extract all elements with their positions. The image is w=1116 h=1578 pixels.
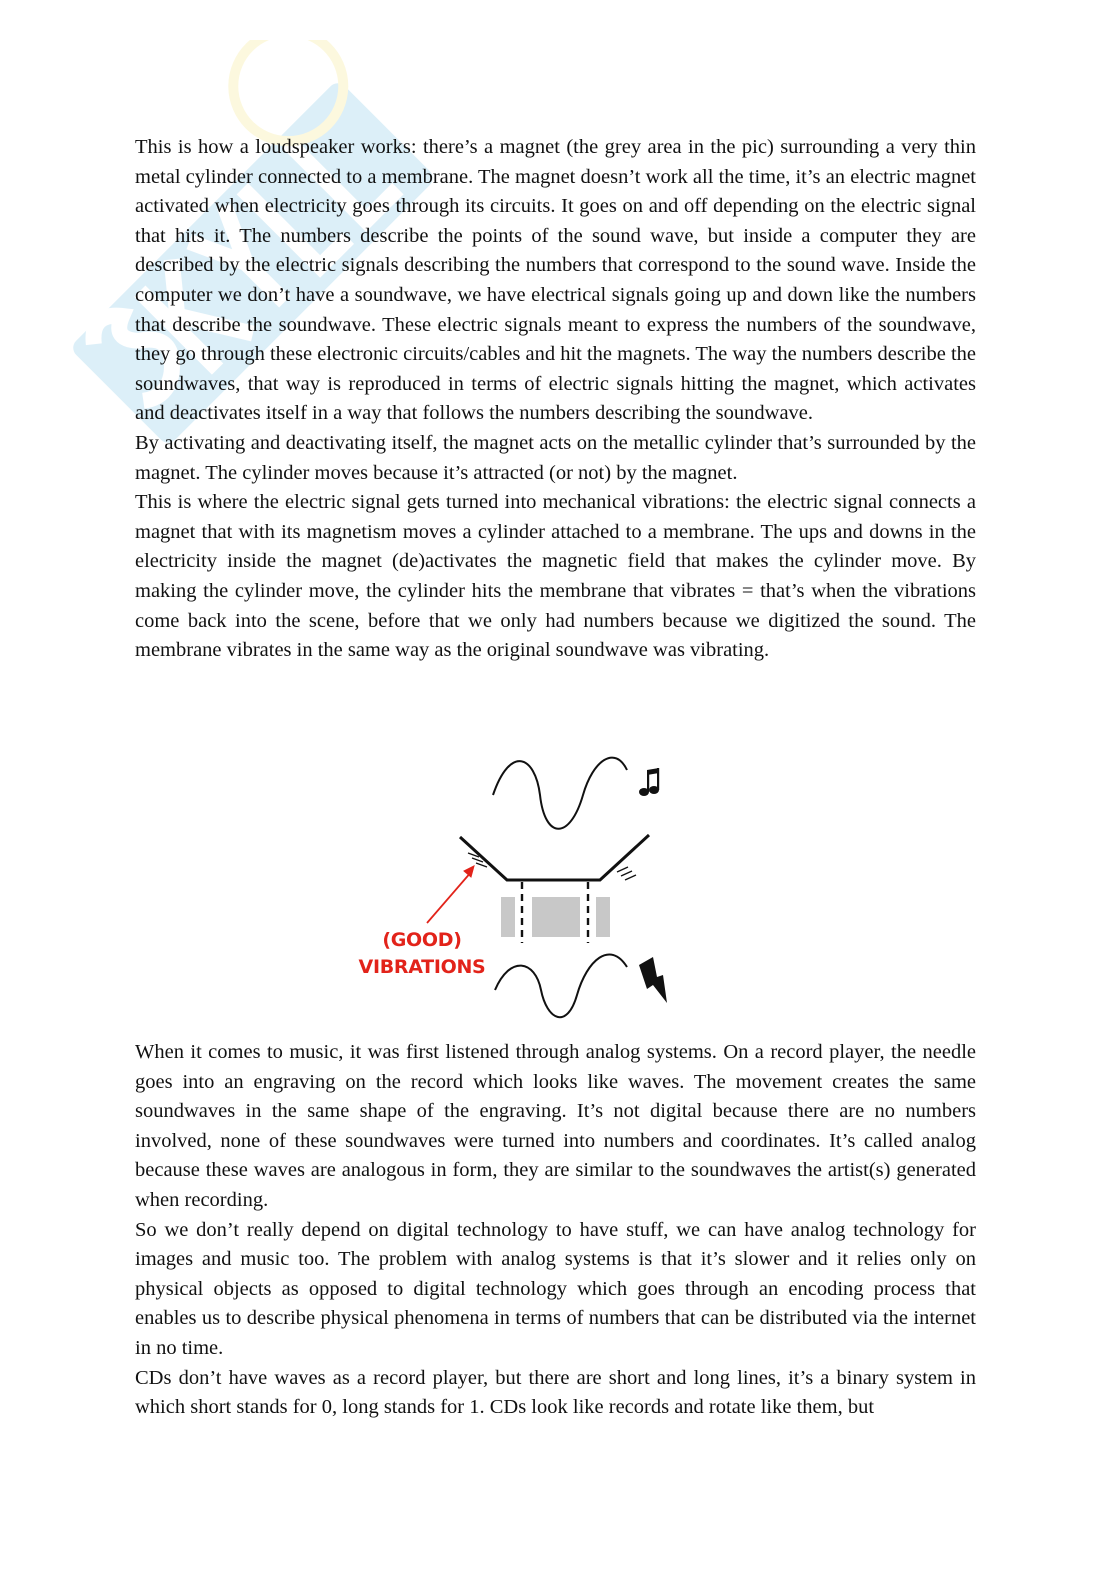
paragraph-cds: CDs don’t have waves as a record player, but there are short and long lines, it’s a binary system in which short stands for 0, long stands for 1. CDs look like records and rotate like them, but — [135, 1366, 976, 1419]
loudspeaker-diagram — [355, 745, 685, 1030]
speaker-cone — [460, 835, 649, 880]
paragraph-analog-music: When it comes to music, it was first listened through analog systems. On a record player, the needle goes into an engraving on the record which looks like waves. The movement creates the same soundwaves in the same shape of the engraving. It’s not digital because there are no numbers involved, none of these soundwaves were turned into numbers and coordinates. It’s called analog because these waves are analogous in form, they are similar to the soundwaves the artist(s) generated when recording. — [135, 1041, 976, 1211]
paragraph-magnet-cylinder: By activating and deactivating itself, the magnet acts on the metallic cylinder that’s surrounded by the magnet. The cylinder moves because it’s attracted (or not) by the magnet. — [135, 431, 976, 484]
paragraph-loudspeaker: This is how a loudspeaker works: there’s a magnet (the grey area in the pic) surrounding a very thin metal cylinder connected to a membrane. The magnet doesn’t work all the time, it’s an electric magnet activated when electricity goes through its circuits. It goes on and off depending on the electric signal that hits it. The numbers describe the points of the sound wave, but inside a computer they are described by the electric signals describing the numbers that correspond to the sound wave. Inside the computer we don’t have a soundwave, we have electrical signals going up and down like the numbers that describe the soundwave. These electric signals meant to express the numbers of the soundwave, they go through these electronic circuits/cables and hit the magnets. The way the numbers describe the soundwaves, that way is reproduced in terms of electric signals hitting the magnet, which activates and deactivates itself in a way that follows the numbers describing the soundwave. — [135, 136, 976, 425]
paragraph-mechanical-vibrations: This is where the electric signal gets turned into mechanical vibrations: the electric signal connects a magnet that with its magnetism moves a cylinder attached to a membrane. The ups and downs in the electricity inside the magnet (de)activates the magnetic field that makes the cylinder move. By making the cylinder move, the cylinder hits the membrane that vibrates = that’s when the vibrations come back into the scene, before that we only had numbers because we digitized the sound. The membrane vibrates in the same way as the original soundwave was vibrating. — [135, 491, 976, 662]
figure-label-good: (GOOD) — [382, 929, 462, 951]
soundwave-bottom — [495, 954, 627, 1017]
lightning-bolt-icon — [639, 957, 667, 1003]
music-note-icon — [639, 768, 659, 796]
soundwave-top — [493, 758, 627, 829]
body-text-top — [135, 133, 976, 666]
body-text-bottom — [135, 1038, 976, 1423]
figure-label-vibrations: VIBRATIONS — [358, 956, 486, 978]
arrow-icon — [427, 866, 474, 923]
magnet — [501, 897, 610, 937]
paragraph-analog-vs-digital: So we don’t really depend on digital technology to have stuff, we can have analog technology for images and music too. The problem with analog systems is that it’s slower and it relies only on physical objects as opposed to digital technology which goes through an encoding process that enables us to describe physical phenomena in terms of numbers that can be distributed via the internet in no time. — [135, 1218, 976, 1359]
